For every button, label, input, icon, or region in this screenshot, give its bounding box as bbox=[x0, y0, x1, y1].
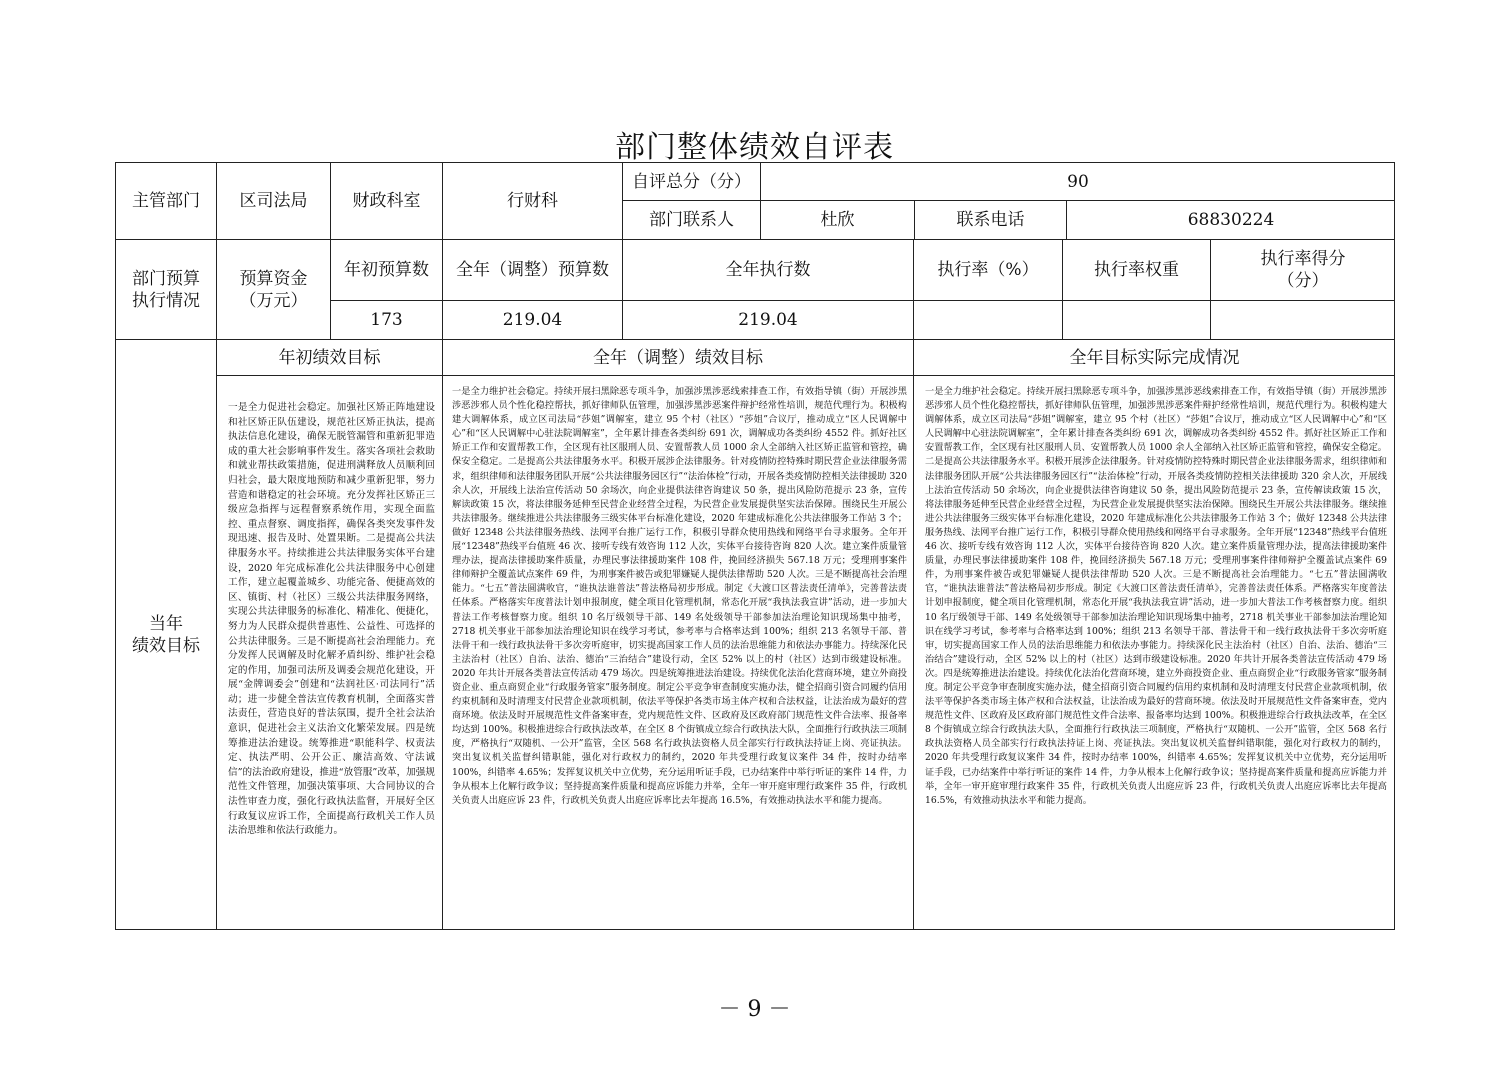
page-number: － 9 － bbox=[718, 997, 791, 1022]
label-finance-office: 财政科室 bbox=[352, 191, 421, 211]
col-rate-score: 执行率得分 （分） bbox=[1260, 249, 1346, 291]
col-executed: 全年执行数 bbox=[725, 260, 811, 280]
label-budget-execution: 部门预算 执行情况 bbox=[132, 268, 200, 311]
text-actual-completion: 一是全力维护社会稳定。持续开展扫黑除恶专项斗争，加强涉黑涉恶线索排查工作，有效指导镇（街）开展涉黑涉恶涉邪人员个性化稳控帮扶，抓好律师队伍管理，加强涉黑涉恶案件辩护经常性培训，规范代理行为。积极构建大调解体系，成立区司法局“莎姐”调解室，建立 95 个村（社区）“莎姐”合议厅，推动成立“区人民调解中心”和“区人民调解中心驻法院调解室”，全年累计排查各类纠纷 691 次，调解成功各类纠纷 4552 件。抓好社区矫正工作和安置帮教工作，全区现有社区服刑人员、安置帮教人员 1000 余人全部纳入社区矫正监管和管控，确保安全稳定。二是提高公共法律服务水平。积极开展涉企法律服务。针对疫情防控特殊时期民营企业法律服务需求，组织律师和法律服务团队开展“公共法律服务园区行”“法治体检”行动，开展各类疫情防控相关法律援助 320 余人次，开展线上法治宣传活动 50 余场次，向企业提供法律咨询建议 50 条，提出风险防范提示 23 条，宣传解读政策 15 次，将法律服务延伸至民营企业经营全过程，为民营企业发展提供坚实法治保障。围绕民生开展公共法律服务。继续推进公共法律服务三级实体平台标准化建设，2020 年建成标准化公共法律服务工作站 3 个；做好 12348 公共法律服务热线、法网平台推广运行工作，积极引导群众使用热线和网络平台寻求服务。全年开展“12348”热线平台值班 46 次、接听专线有效咨询 112 人次，实体平台接待咨询 820 人次。建立案件质量管理办法，提高法律援助案件质量，办理民事法律援助案件 108 件，挽回经济损失 567.18 万元；受理刑事案件律师辩护全覆盖试点案件 69 件，为刑事案件被告或犯罪嫌疑人提供法律帮助 520 人次。三是不断提高社会治理能力。“七五”普法圆满收官，“谁执法谁普法”普法格局初步形成。制定《大渡口区普法责任清单》，完善普法责任体系。严格落实年度普法计划申报制度，健全项目化管理机制，常态化开展“我执法我宣讲”活动，进一步加大普法工作考核督察力度。组织 10 名厅级领导干部、149 名处级领导干部参加法治理论知识现场集中抽考，2718 机关事业干部参加法治理论知识在线学习考试，参考率与合格率达到 100%；组织 213 名领导干部、普法骨干和一线行政执法骨干多次旁听庭审，切实提高国家工作人员的法治思维能力和依法办事能力。持续深化民主法治村（社区）自治、法治、德治“三治结合”建设行动，全区 52% 以上的村（社区）达到市级建设标准。2020 年共计开展各类普法宣传活动 479 场次。四是统筹推进法治建设。持续优化法治化营商环境，建立外商投资企业、重点商贸企业“行政服务管家”服务制度。制定公平竞争审查制度实施办法，健全招商引资合同履约信用约束机制和及时清理支付民营企业款项机制，依法平等保护各类市场主体产权和合法权益，让法治成为最好的营商环境。依法及时开展规范性文件备案审查，党内规范性文件、区政府及区政府部门规范性文件合法率、报备率均达到 100%。积极推进综合行政执法改革，在全区 8 个街镇成立综合行政执法大队，全面推行行政执法三项制度，严格执行“双随机、一公开”监管，全区 568 名行政执法资格人员全部实行行政执法持证上岗、亮证执法。突出复议机关监督纠错职能，强化对行政权力的制约，2020 年共受理行政复议案件 34 件，按时办结率 100%，纠错率 4.65%；发挥复议机关中立优势，充分运用听证手段，已办结案件中举行听证的案件 14 件，力争从根本上化解行政争议；坚持提高案件质量和提高应诉能力并举，全年一审开庭审理行政案件 35 件，行政机关负责人出庭应诉 23 件，行政机关负责人出庭应诉率比去年提高 16.5%，有效推动执法水平和能力提高。 bbox=[925, 386, 1387, 806]
label-contact: 部门联系人 bbox=[649, 210, 734, 230]
value-dept: 区司法局 bbox=[239, 191, 308, 211]
value-rate-score bbox=[1211, 301, 1395, 339]
value-self-score: 90 bbox=[1067, 171, 1089, 192]
value-contact: 杜欣 bbox=[820, 210, 855, 230]
col-actual-completion: 全年目标实际完成情况 bbox=[1069, 347, 1240, 368]
label-annual-goals: 当年 绩效目标 bbox=[132, 614, 200, 656]
text-initial-goals: 一是全力促进社会稳定。加强社区矫正阵地建设和社区矫正队伍建设，规范社区矫正执法，提高执法信息化建设，确保无脱管漏管和重新犯罪造成的重大社会影响事件发生。落实各项社会救助和就业帮扶政策措施，促进刑满释放人员顺利回归社会，最大限度地预防和减少重新犯罪，努力营造和谐稳定的社会环境。充分发挥社区矫正三级应急指挥与远程督察系统作用，实现全面监控、重点督察、调度指挥，确保各类突发事件发现迅速、报告及时、处置果断。二是提高公共法律服务水平。持续推进公共法律服务实体平台建设，2020 年完成标准化公共法律服务中心创建工作，建立起覆盖城乡、功能完备、便捷高效的区、镇街、村（社区）三级公共法律服务网络，实现公共法律服务的标准化、精准化、便捷化，努力为人民群众提供普惠性、公益性、可选择的公共法律服务。三是不断提高社会治理能力。充分发挥人民调解及时化解矛盾纠纷、维护社会稳定的作用，加强司法所及调委会规范化建设，开展“金牌调委会”创建和“法润社区·司法同行”活动；进一步健全普法宣传教育机制，全面落实普法责任，营造良好的普法氛围，提升全社会法治意识，促进社会主义法治文化繁荣发展。四是统筹推进法治建设。统筹推进“职能科学、权责法定、执法严明、公开公正、廉洁高效、守法诚信”的法治政府建设，推进“放管服”改革，加强规范性文件管理，加强决策事项、大合同协议的合法性审查力度，强化行政执法监督，开展好全区行政复议应诉工作，全面提高行政机关工作人员法治思维和依法行政能力。 bbox=[228, 402, 435, 837]
text-adjusted-goals: 一是全力维护社会稳定。持续开展扫黑除恶专项斗争，加强涉黑涉恶线索排查工作，有效指导镇（街）开展涉黑涉恶涉邪人员个性化稳控帮扶，抓好律师队伍管理，加强涉黑涉恶案件辩护经常性培训，规范代理行为。积极构建大调解体系，成立区司法局“莎姐”调解室，建立 95 个村（社区）“莎姐”合议厅，推动成立“区人民调解中心”和“区人民调解中心驻法院调解室”，全年累计排查各类纠纷 691 次，调解成功各类纠纷 4552 件。抓好社区矫正工作和安置帮教工作，全区现有社区服刑人员、安置帮教人员 1000 余人全部纳入社区矫正监管和管控，确保安全稳定。二是提高公共法律服务水平。积极开展涉企法律服务。针对疫情防控特殊时期民营企业法律服务需求，组织律师和法律服务团队开展“公共法律服务园区行”“法治体检”行动，开展各类疫情防控相关法律援助 320 余人次，开展线上法治宣传活动 50 余场次，向企业提供法律咨询建议 50 条，提出风险防范提示 23 条，宣传解读政策 15 次，将法律服务延伸至民营企业经营全过程，为民营企业发展提供坚实法治保障。围绕民生开展公共法律服务。继续推进公共法律服务三级实体平台标准化建设，2020 年建成标准化公共法律服务工作站 3 个；做好 12348 公共法律服务热线、法网平台推广运行工作，积极引导群众使用热线和网络平台寻求服务。全年开展“12348”热线平台值班 46 次、接听专线有效咨询 112 人次，实体平台接待咨询 820 人次。建立案件质量管理办法，提高法律援助案件质量，办理民事法律援助案件 108 件，挽回经济损失 567.18 万元；受理刑事案件律师辩护全覆盖试点案件 69 件，为刑事案件被告或犯罪嫌疑人提供法律帮助 520 人次。三是不断提高社会治理能力。“七五”普法圆满收官，“谁执法谁普法”普法格局初步形成。制定《大渡口区普法责任清单》，完善普法责任体系。严格落实年度普法计划申报制度，健全项目化管理机制，常态化开展“我执法我宣讲”活动，进一步加大普法工作考核督察力度。组织 10 名厅级领导干部、149 名处级领导干部参加法治理论知识现场集中抽考，2718 机关事业干部参加法治理论知识在线学习考试，参考率与合格率达到 100%；组织 213 名领导干部、普法骨干和一线行政执法骨干多次旁听庭审，切实提高国家工作人员的法治思维能力和依法办事能力。持续深化民主法治村（社区）自治、法治、德治“三治结合”建设行动，全区 52% 以上的村（社区）达到市级建设标准。2020 年共计开展各类普法宣传活动 479 场次。四是统筹推进法治建设。持续优化法治化营商环境，建立外商投资企业、重点商贸企业“行政服务管家”服务制度。制定公平竞争审查制度实施办法，健全招商引资合同履约信用约束机制和及时清理支付民营企业款项机制，依法平等保护各类市场主体产权和合法权益，让法治成为最好的营商环境。依法及时开展规范性文件备案审查，党内规范性文件、区政府及区政府部门规范性文件合法率、报备率均达到 100%。积极推进综合行政执法改革，在全区 8 个街镇成立综合行政执法大队，全面推行行政执法三项制度，严格执行“双随机、一公开”监管，全区 568 名行政执法资格人员全部实行行政执法持证上岗、亮证执法。突出复议机关监督纠错职能，强化对行政权力的制约，2020 年共受理行政复议案件 34 件，按时办结率 100%，纠错率 4.65%；发挥复议机关中立优势，充分运用听证手段，已办结案件中举行听证的案件 14 件，力争从根本上化解行政争议；坚持提高案件质量和提高应诉能力并举，全年一审开庭审理行政案件 35 件，行政机关负责人出庭应诉 23 件，行政机关负责人出庭应诉率比去年提高 16.5%，有效推动执法水平和能力提高。 bbox=[452, 386, 907, 806]
label-self-score: 自评总分（分） bbox=[632, 171, 751, 192]
value-initial-budget: 173 bbox=[370, 310, 403, 330]
col-adjusted-goals: 全年（调整）绩效目标 bbox=[593, 347, 763, 368]
value-execution-rate bbox=[914, 301, 1062, 339]
col-initial-goals: 年初绩效目标 bbox=[278, 347, 381, 368]
value-finance-dept: 行财科 bbox=[507, 191, 558, 211]
value-phone: 68830224 bbox=[1187, 210, 1275, 230]
value-adjusted-budget: 219.04 bbox=[502, 310, 563, 330]
col-adjusted-budget: 全年（调整）预算数 bbox=[456, 260, 609, 280]
col-execution-rate: 执行率（%） bbox=[937, 260, 1039, 280]
page-title: 部门整体绩效自评表 bbox=[615, 130, 894, 165]
label-phone: 联系电话 bbox=[956, 210, 1025, 230]
col-rate-weight: 执行率权重 bbox=[1094, 260, 1179, 280]
label-budget-funds: 预算资金 （万元） bbox=[239, 268, 308, 311]
value-executed: 219.04 bbox=[738, 310, 798, 330]
value-rate-weight bbox=[1063, 301, 1210, 339]
row-divider bbox=[216, 375, 1395, 376]
label-supervising-dept: 主管部门 bbox=[132, 191, 200, 211]
col-initial-budget: 年初预算数 bbox=[344, 260, 429, 280]
